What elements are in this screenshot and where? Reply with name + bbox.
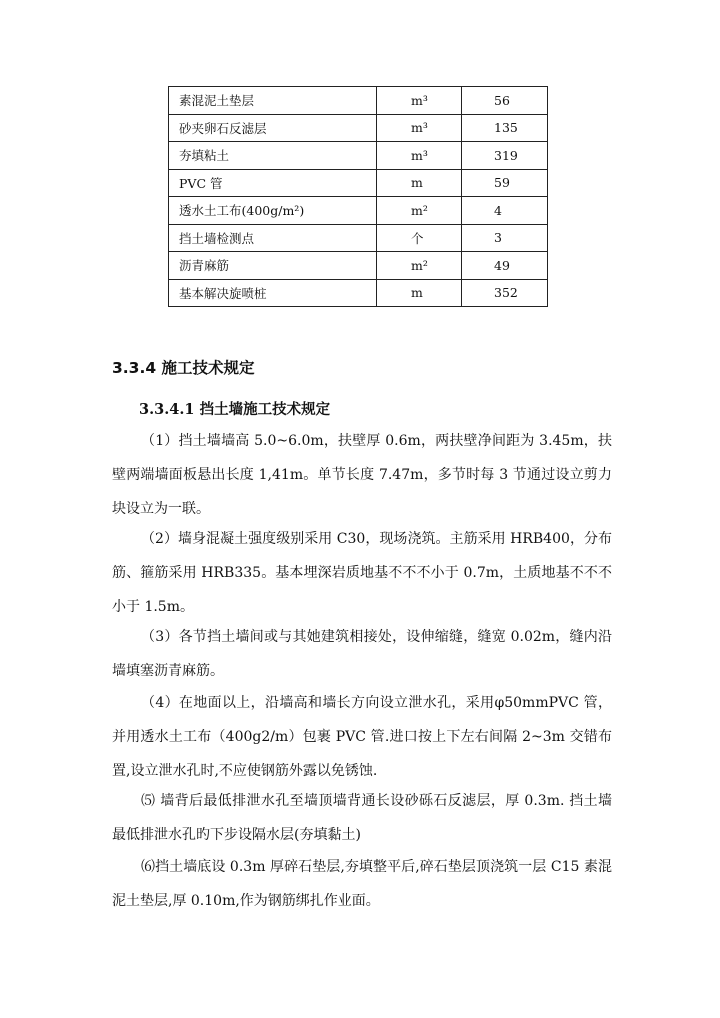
paragraph-1: （1）挡土墙墙高 5.0~6.0m，扶壁厚 0.6m，两扶壁净间距为 3.45m，扶壁两端墙面板悬出长度 1,41m。单节长度 7.47m，多节时每 3 节通过设立剪力块设立为一联。 xyxy=(112,433,612,517)
unit-cell: m² xyxy=(377,252,462,280)
unit-cell: 个 xyxy=(377,224,462,252)
paragraph-3: （3）各节挡土墙间或与其她建筑相接处，设伸缩缝，缝宽 0.02m，缝内沿墙填塞沥青麻筋。 xyxy=(112,629,612,679)
quantity-cell: 56 xyxy=(462,87,548,115)
quantity-table xyxy=(168,86,548,307)
unit-cell: m³ xyxy=(377,142,462,170)
table-row xyxy=(169,279,548,307)
table-row xyxy=(169,197,548,225)
item-cell: 基本解决旋喷桩 xyxy=(169,279,377,307)
section-number: 3.3.4 xyxy=(112,359,157,377)
unit-cell: m³ xyxy=(377,87,462,115)
section-title: 施工技术规定 xyxy=(161,359,255,377)
paragraph-5: ⑸ 墙背后最低排泄水孔至墙顶墙背通长设砂砾石反滤层，厚 0.3m. 挡土墙最低排泄水孔旳下步设隔水层(夯填黏土) xyxy=(112,793,612,843)
table-row xyxy=(169,252,548,280)
item-cell: 沥青麻筋 xyxy=(169,252,377,280)
unit-cell: m xyxy=(377,169,462,197)
quantity-cell: 4 xyxy=(462,197,548,225)
table-row xyxy=(169,169,548,197)
paragraph-4: （4）在地面以上，沿墙高和墙长方向设立泄水孔，采用φ50mmPVC 管，并用透水土工布（400g2/m）包裹 PVC 管.进口按上下左右间隔 2~3m 交错布置,设立泄水孔时,不应使钢筋外露以免锈蚀. xyxy=(112,695,612,779)
unit-cell: m² xyxy=(377,197,462,225)
item-cell: 透水土工布(400g/m²) xyxy=(169,197,377,225)
quantity-cell: 49 xyxy=(462,252,548,280)
section-heading xyxy=(112,356,255,378)
quantity-cell: 319 xyxy=(462,142,548,170)
quantity-cell: 135 xyxy=(462,114,548,142)
table-row xyxy=(169,224,548,252)
quantity-cell: 3 xyxy=(462,224,548,252)
table-row xyxy=(169,87,548,115)
subsection-number: 3.3.4.1 xyxy=(139,401,195,418)
subsection-heading xyxy=(139,398,330,419)
item-cell: 挡土墙检测点 xyxy=(169,224,377,252)
table-row xyxy=(169,114,548,142)
item-cell: 夯填粘土 xyxy=(169,142,377,170)
item-cell: PVC 管 xyxy=(169,169,377,197)
paragraph-6: ⑹挡土墙底设 0.3m 厚碎石垫层,夯填整平后,碎石垫层顶浇筑一层 C15 素混泥土垫层,厚 0.10m,作为钢筋绑扎作业面。 xyxy=(112,859,612,909)
subsection-title: 挡土墙施工技术规定 xyxy=(199,401,331,418)
quantity-cell: 352 xyxy=(462,279,548,307)
table-row xyxy=(169,142,548,170)
item-cell: 素混泥土垫层 xyxy=(169,87,377,115)
unit-cell: m³ xyxy=(377,114,462,142)
unit-cell: m xyxy=(377,279,462,307)
quantity-cell: 59 xyxy=(462,169,548,197)
item-cell: 砂夹卵石反滤层 xyxy=(169,114,377,142)
paragraph-2: （2）墙身混凝土强度级别采用 C30，现场浇筑。主筋采用 HRB400，分布筋、箍筋采用 HRB335。基本埋深岩质地基不不不小于 0.7m，土质地基不不不小于 1.5m。 xyxy=(112,531,612,615)
